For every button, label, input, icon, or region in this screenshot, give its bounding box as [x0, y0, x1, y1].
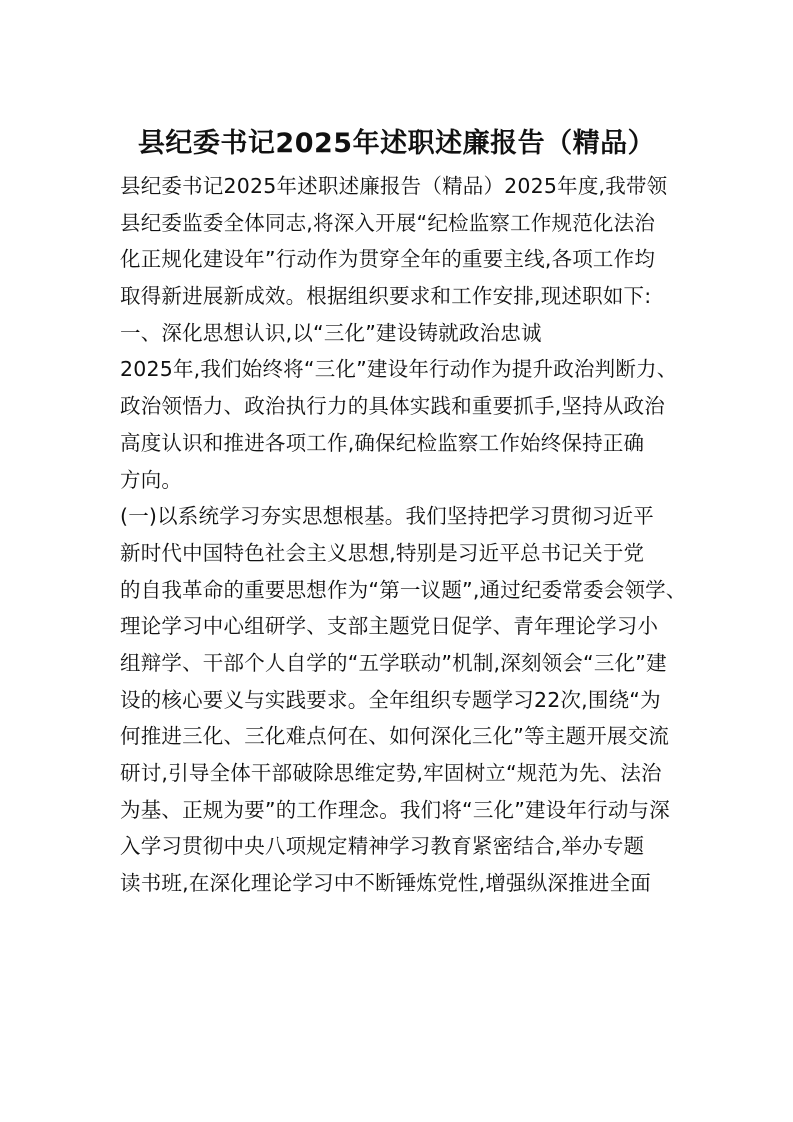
- body-line: 理论学习中心组研学、支部主题党日促学、青年理论学习小: [120, 614, 659, 639]
- body-line: 一、深化思想认识,以“三化”建设铸就政治忠诚: [120, 320, 542, 345]
- body-line: 高度认识和推进各项工作,确保纪检监察工作始终保持正确: [120, 430, 645, 455]
- body-line: 方向。: [120, 467, 183, 492]
- body-line: 组辩学、干部个人自学的“五学联动”机制,深刻领会“三化”建: [120, 650, 667, 675]
- body-line: 为基、正规为要”的工作理念。我们将“三化”建设年行动与深: [120, 797, 670, 822]
- body-line: 县纪委监委全体同志,将深入开展“纪检监察工作规范化法治: [120, 210, 656, 235]
- body-line: (一)以系统学习夯实思想根基。我们坚持把学习贯彻习近平: [120, 504, 654, 529]
- body-line: 化正规化建设年”行动作为贯穿全年的重要主线,各项工作均: [120, 247, 656, 272]
- body-line: 县纪委书记2025年述职述廉报告（精品）2025年度,我带领: [120, 174, 668, 198]
- body-line: 设的核心要义与实践要求。全年组织专题学习22次,围绕“为: [120, 687, 661, 712]
- body-line: 入学习贯彻中央八项规定精神学习教育紧密结合,举办专题: [120, 834, 645, 859]
- body-line: 的自我革命的重要思想作为“第一议题”,通过纪委常委会领学、: [120, 577, 687, 602]
- body-line: 取得新进展新成效。根据组织要求和工作安排,现述职如下:: [120, 284, 652, 309]
- body-line: 读书班,在深化理论学习中不断锤炼党性,增强纵深推进全面: [120, 871, 651, 896]
- body-line: 政治领悟力、政治执行力的具体实践和重要抓手,坚持从政治: [120, 394, 665, 419]
- body-line: 研讨,引导全体干部破除思维定势,牢固树立“规范为先、法治: [120, 761, 662, 785]
- document-body: [120, 168, 687, 902]
- document-title: 县纪委书记2025年述职述廉报告（精品）: [137, 128, 656, 159]
- body-line: 2025年,我们始终将“三化”建设年行动作为提升政治判断力、: [120, 357, 678, 382]
- body-line: 新时代中国特色社会主义思想,特别是习近平总书记关于党: [120, 540, 645, 565]
- body-line: 何推进三化、三化难点何在、如何深化三化”等主题开展交流: [120, 724, 670, 749]
